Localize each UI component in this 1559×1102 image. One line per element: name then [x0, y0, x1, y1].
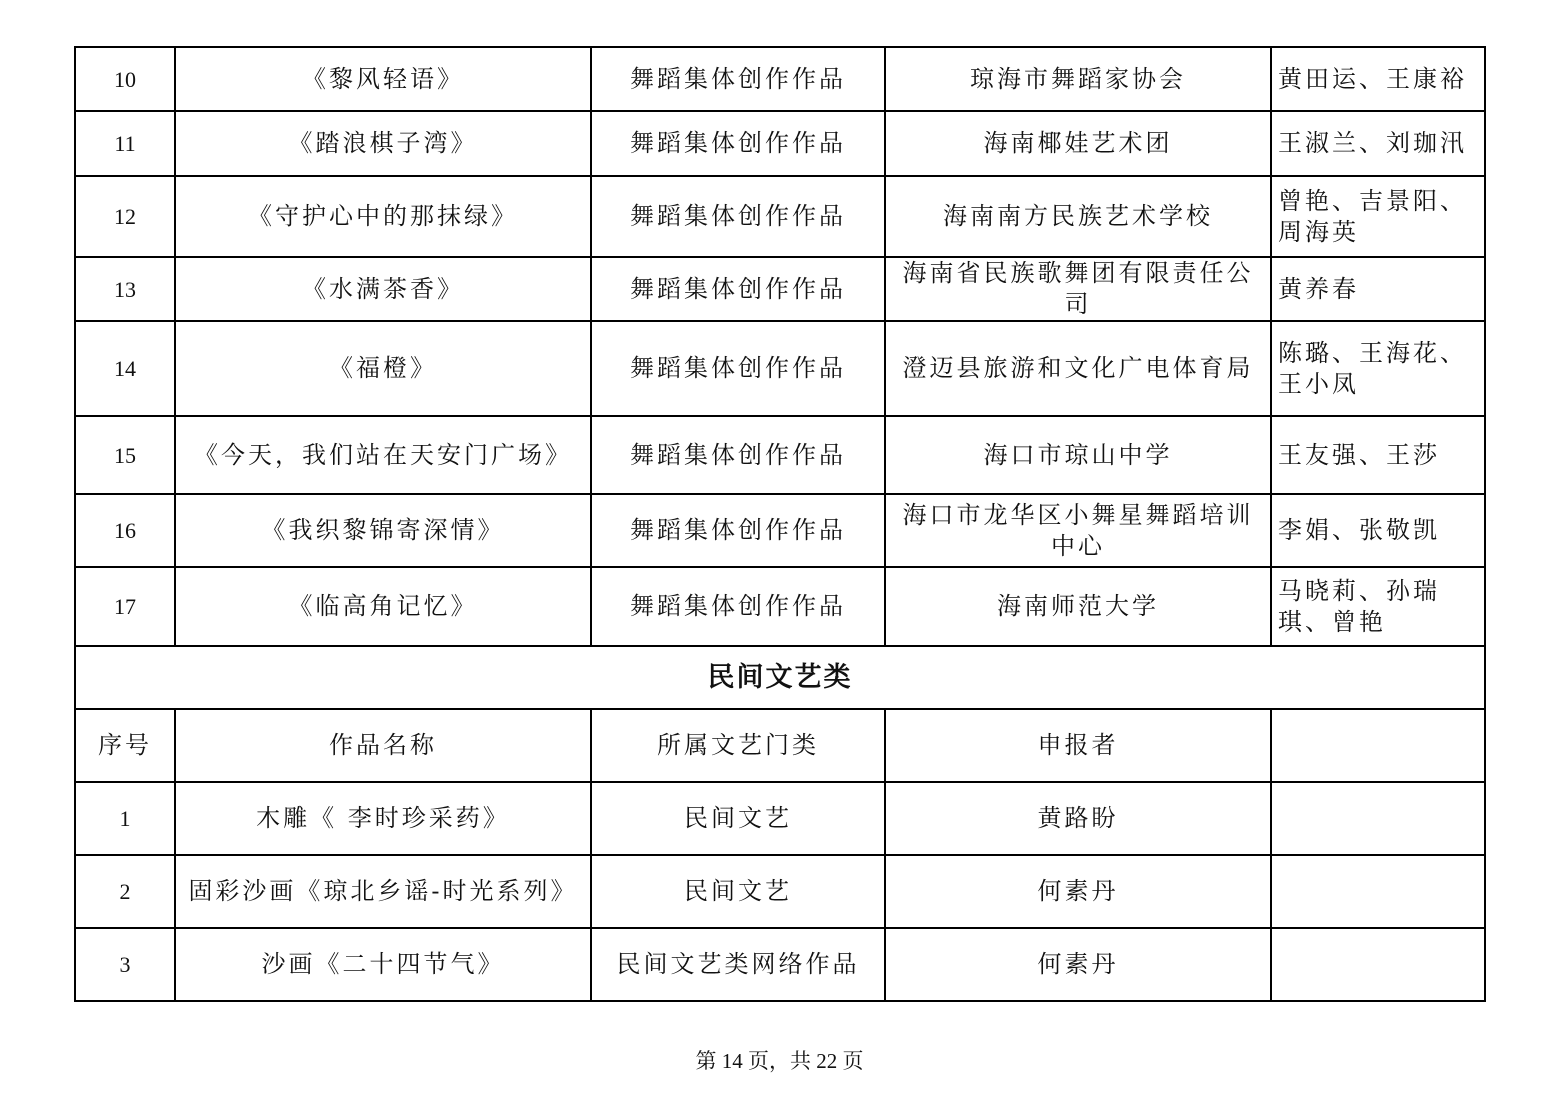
- row-number: 3: [75, 928, 175, 1001]
- applicant: 琼海市舞蹈家协会: [885, 47, 1271, 111]
- work-category: 舞蹈集体创作作品: [591, 257, 885, 321]
- applicant: 黄路盼: [885, 782, 1271, 855]
- row-number: 12: [75, 176, 175, 257]
- work-title: 沙画《二十四节气》: [175, 928, 591, 1001]
- row-number: 13: [75, 257, 175, 321]
- work-title: 《踏浪棋子湾》: [175, 111, 591, 176]
- applicant: 海口市琼山中学: [885, 416, 1271, 494]
- work-category: 舞蹈集体创作作品: [591, 567, 885, 646]
- row-number: 16: [75, 494, 175, 567]
- applicant: 海南省民族歌舞团有限责任公司: [885, 257, 1271, 321]
- table-row: [75, 47, 1485, 111]
- row-number: 14: [75, 321, 175, 416]
- work-title: 《临高角记忆》: [175, 567, 591, 646]
- work-title: 《今天，我们站在天安门广场》: [175, 416, 591, 494]
- header-work-title: 作品名称: [175, 709, 591, 782]
- table-row: [75, 928, 1485, 1001]
- work-title: 《我织黎锦寄深情》: [175, 494, 591, 567]
- work-title: 固彩沙画《琼北乡谣-时光系列》: [175, 855, 591, 928]
- table-row: [75, 111, 1485, 176]
- applicant: 海南南方民族艺术学校: [885, 176, 1271, 257]
- work-category: 舞蹈集体创作作品: [591, 47, 885, 111]
- header-category: 所属文艺门类: [591, 709, 885, 782]
- header-applicant: 申报者: [885, 709, 1271, 782]
- work-category: 舞蹈集体创作作品: [591, 494, 885, 567]
- work-title: 《黎风轻语》: [175, 47, 591, 111]
- work-category: 民间文艺: [591, 855, 885, 928]
- table-row: [75, 321, 1485, 416]
- applicant: 海口市龙华区小舞星舞蹈培训中心: [885, 494, 1271, 567]
- table-row: [75, 855, 1485, 928]
- header-empty: [1271, 709, 1485, 782]
- row-number: 10: [75, 47, 175, 111]
- work-title: 木雕《 李时珍采药》: [175, 782, 591, 855]
- header-number: 序号: [75, 709, 175, 782]
- awards-table: [74, 46, 1486, 1002]
- row-number: 15: [75, 416, 175, 494]
- table-row: [75, 782, 1485, 855]
- work-category: 舞蹈集体创作作品: [591, 416, 885, 494]
- work-category: 舞蹈集体创作作品: [591, 176, 885, 257]
- table-row: [75, 257, 1485, 321]
- table-header-row: [75, 709, 1485, 782]
- creators: 黄田运、王康裕: [1271, 47, 1485, 111]
- work-title: 《水满茶香》: [175, 257, 591, 321]
- work-category: 民间文艺: [591, 782, 885, 855]
- section-title: 民间文艺类: [75, 646, 1485, 709]
- empty-cell: [1271, 855, 1485, 928]
- row-number: 1: [75, 782, 175, 855]
- row-number: 2: [75, 855, 175, 928]
- work-category: 民间文艺类网络作品: [591, 928, 885, 1001]
- table-row: [75, 176, 1485, 257]
- section-title-row: [75, 646, 1485, 709]
- applicant: 澄迈县旅游和文化广电体育局: [885, 321, 1271, 416]
- creators: 陈璐、王海花、王小凤: [1271, 321, 1485, 416]
- applicant: 何素丹: [885, 855, 1271, 928]
- applicant: 海南椰娃艺术团: [885, 111, 1271, 176]
- creators: 曾艳、吉景阳、周海英: [1271, 176, 1485, 257]
- table-row: [75, 567, 1485, 646]
- work-category: 舞蹈集体创作作品: [591, 321, 885, 416]
- creators: 马晓莉、孙瑞琪、曾艳: [1271, 567, 1485, 646]
- creators: 王友强、王莎: [1271, 416, 1485, 494]
- table-row: [75, 494, 1485, 567]
- creators: 黄养春: [1271, 257, 1485, 321]
- work-title: 《福橙》: [175, 321, 591, 416]
- row-number: 17: [75, 567, 175, 646]
- row-number: 11: [75, 111, 175, 176]
- applicant: 海南师范大学: [885, 567, 1271, 646]
- empty-cell: [1271, 928, 1485, 1001]
- applicant: 何素丹: [885, 928, 1271, 1001]
- empty-cell: [1271, 782, 1485, 855]
- page-footer: 第 14 页，共 22 页: [695, 1049, 864, 1073]
- creators: 王淑兰、刘珈汛: [1271, 111, 1485, 176]
- table-row: [75, 416, 1485, 494]
- creators: 李娟、张敬凯: [1271, 494, 1485, 567]
- work-title: 《守护心中的那抹绿》: [175, 176, 591, 257]
- work-category: 舞蹈集体创作作品: [591, 111, 885, 176]
